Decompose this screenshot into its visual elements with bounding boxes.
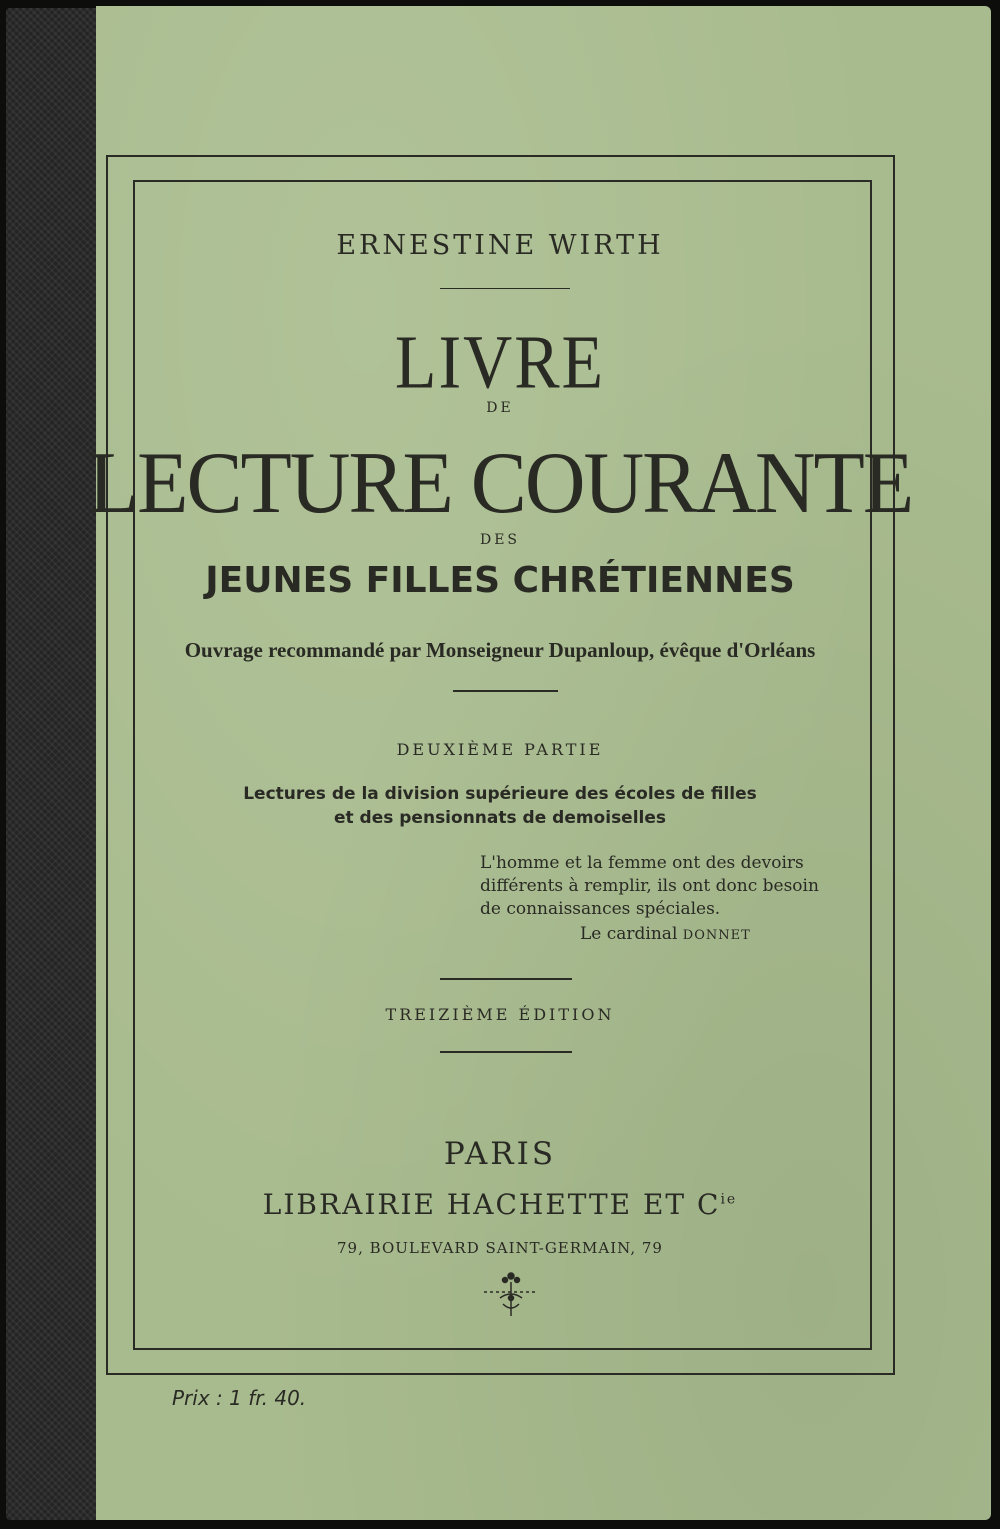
edition-rule-top: [440, 978, 572, 980]
author-name: ERNESTINE WIRTH: [336, 230, 664, 261]
title-line1: LIVRE: [394, 319, 606, 405]
epigraph: [480, 852, 860, 947]
recommendation: Ouvrage recommandé par Monseigneur Dupanloup, évêque d'Orléans: [184, 638, 816, 662]
edition-rule-bottom: [440, 1051, 572, 1053]
part-description-line1: Lectures de la division supérieure des écoles de filles: [243, 784, 757, 804]
epigraph-attribution: [480, 923, 860, 947]
section-rule-1: [453, 690, 558, 692]
epigraph-author-name: DONNET: [682, 928, 751, 943]
price: Prix : 1 fr. 40.: [172, 1386, 307, 1410]
publisher-name-text: LIBRAIRIE HACHETTE ET C: [262, 1188, 721, 1221]
title-subtitle: JEUNES FILLES CHRÉTIENNES: [205, 560, 795, 601]
publisher-city: PARIS: [443, 1136, 557, 1172]
edition-label: TREIZIÈME ÉDITION: [385, 1005, 615, 1024]
title-main: LECTURE COURANTE: [87, 434, 913, 532]
epigraph-author-prefix: Le cardinal: [580, 924, 678, 944]
epigraph-line2: différents à remplir, ils ont donc besoin: [480, 876, 819, 896]
epigraph-line1: L'homme et la femme ont des devoirs: [480, 853, 804, 873]
title-des: DES: [479, 532, 521, 548]
epigraph-line3: de connaissances spéciales.: [480, 899, 721, 919]
fleuron-icon: [478, 1268, 544, 1324]
publisher-name: [0, 1188, 1000, 1221]
part-description-line2: et des pensionnats de demoiselles: [333, 808, 667, 828]
publisher-name-sup: ie: [720, 1191, 738, 1208]
author-rule: [440, 288, 570, 289]
publisher-address: 79, BOULEVARD SAINT-GERMAIN, 79: [337, 1239, 663, 1257]
part-label: DEUXIÈME PARTIE: [396, 740, 604, 759]
title-de: DE: [486, 400, 514, 416]
